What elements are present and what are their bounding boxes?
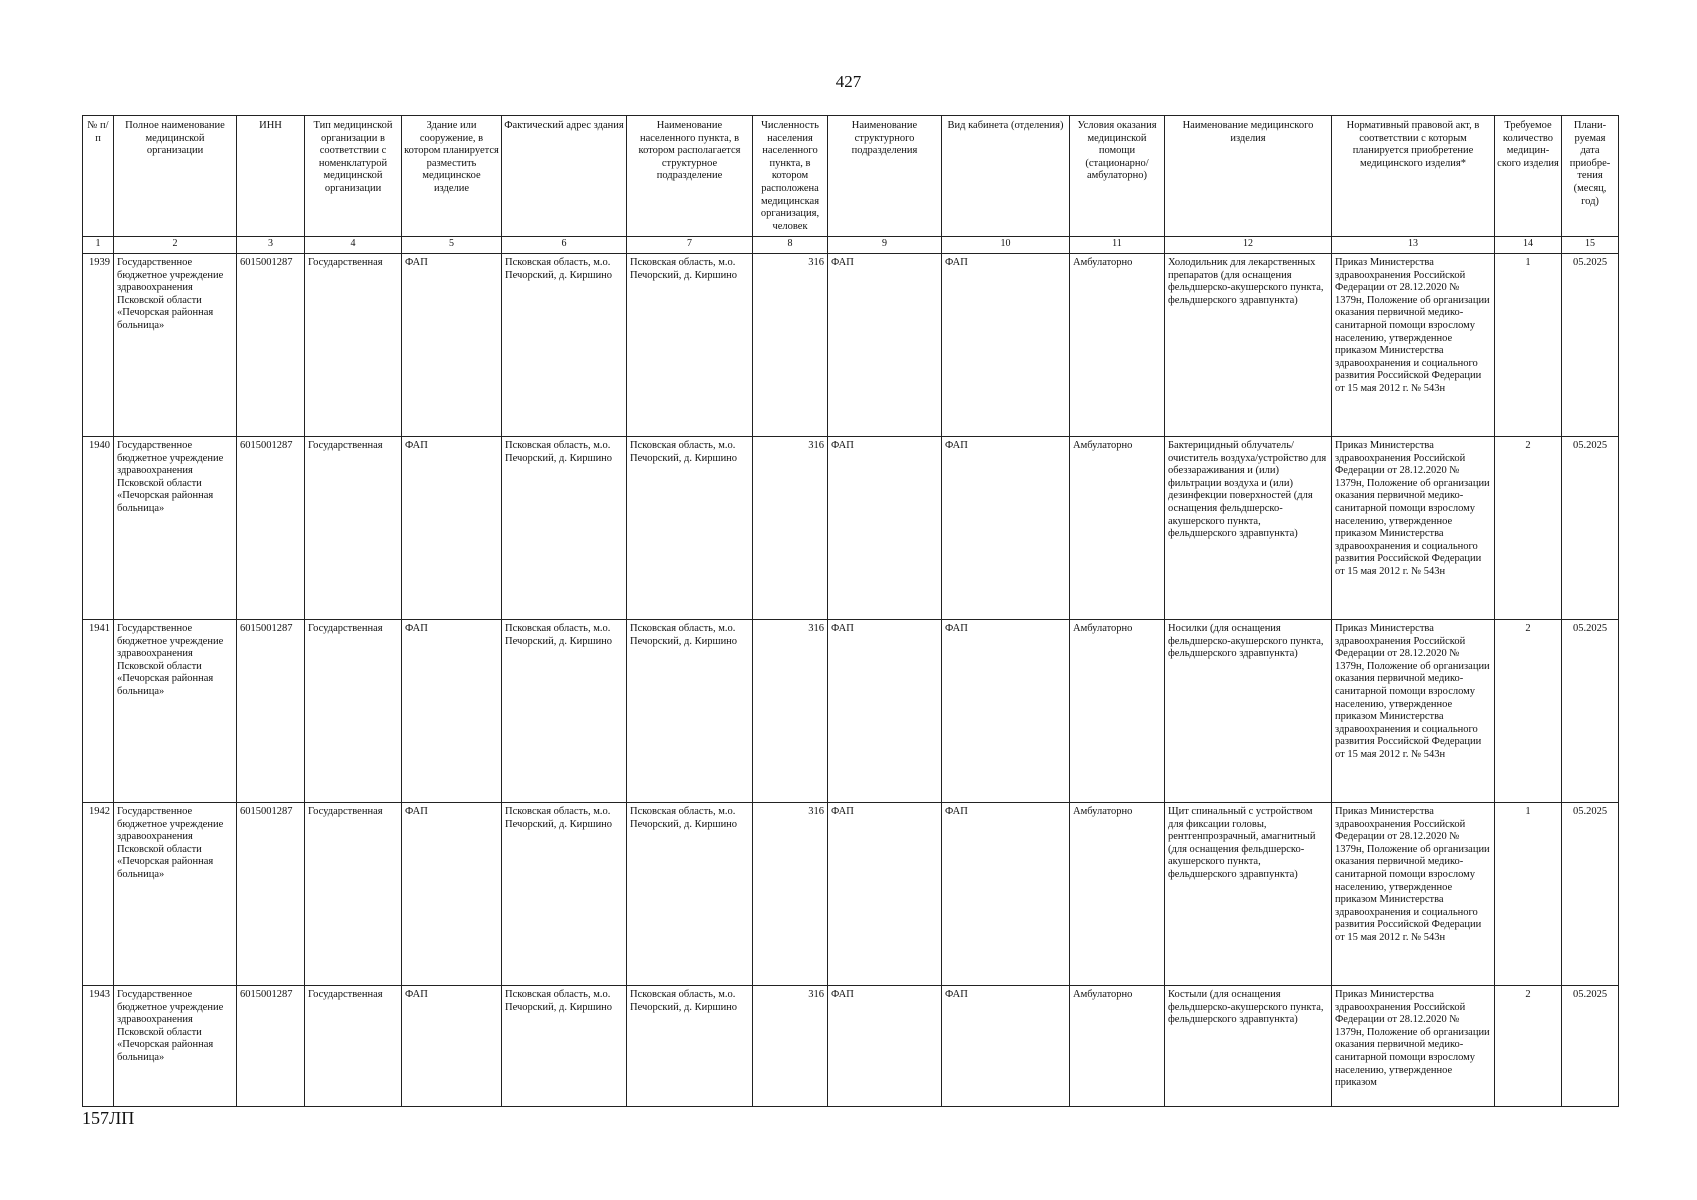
column-number: 5	[402, 237, 502, 254]
table-row	[83, 620, 1619, 803]
unit-cell: ФАП	[828, 986, 942, 1107]
inn-cell: 6015001287	[237, 437, 305, 620]
column-number: 7	[627, 237, 753, 254]
column-number: 8	[753, 237, 828, 254]
inn-cell: 6015001287	[237, 620, 305, 803]
cabinet-cell: ФАП	[942, 437, 1070, 620]
table-row	[83, 254, 1619, 437]
building-cell: ФАП	[402, 254, 502, 437]
conditions-cell: Амбулаторно	[1070, 254, 1165, 437]
address-cell: Псковская область, м.о. Печорский, д. Киршино	[502, 803, 627, 986]
unit-cell: ФАП	[828, 803, 942, 986]
inn-cell: 6015001287	[237, 803, 305, 986]
org-type-cell: Государственная	[305, 803, 402, 986]
population-cell: 316	[753, 437, 828, 620]
table-row	[83, 986, 1619, 1107]
address-cell: Псковская область, м.о. Печорский, д. Киршино	[502, 254, 627, 437]
header-cell: № п/п	[83, 116, 114, 237]
date-cell: 05.2025	[1562, 986, 1619, 1107]
column-number: 9	[828, 237, 942, 254]
unit-cell: ФАП	[828, 620, 942, 803]
row-number: 1943	[83, 986, 114, 1107]
organization-name: Государственное бюджетное учреждение здравоохранения Псковской области «Печорская районная больница»	[114, 620, 237, 803]
table-row	[83, 437, 1619, 620]
header-row	[83, 116, 1619, 237]
header-cell: ИНН	[237, 116, 305, 237]
address-cell: Псковская область, м.о. Печорский, д. Киршино	[502, 620, 627, 803]
table-row	[83, 803, 1619, 986]
inn-cell: 6015001287	[237, 986, 305, 1107]
population-cell: 316	[753, 803, 828, 986]
column-number: 14	[1495, 237, 1562, 254]
device-cell: Холодильник для лекарственных препаратов (для оснащения фельдшерско-акушерского пункта, фельдшерского здравпункта)	[1165, 254, 1332, 437]
address-cell: Псковская область, м.о. Печорский, д. Киршино	[502, 437, 627, 620]
header-cell: Здание или сооружение, в котором планируется разместить медицинское изделие	[402, 116, 502, 237]
header-cell: Плани-руемая дата приобре-тения (месяц, год)	[1562, 116, 1619, 237]
organization-name: Государственное бюджетное учреждение здравоохранения Псковской области «Печорская районная больница»	[114, 986, 237, 1107]
row-number: 1940	[83, 437, 114, 620]
cabinet-cell: ФАП	[942, 803, 1070, 986]
header-cell: Наименование структурного подразделения	[828, 116, 942, 237]
column-number: 4	[305, 237, 402, 254]
equipment-table	[82, 115, 1619, 1107]
organization-name: Государственное бюджетное учреждение здравоохранения Псковской области «Печорская районная больница»	[114, 254, 237, 437]
quantity-cell: 2	[1495, 437, 1562, 620]
header-cell: Условия оказания медицинской помощи (стационарно/ амбулаторно)	[1070, 116, 1165, 237]
population-cell: 316	[753, 986, 828, 1107]
column-number: 15	[1562, 237, 1619, 254]
date-cell: 05.2025	[1562, 437, 1619, 620]
column-number: 3	[237, 237, 305, 254]
device-cell: Костыли (для оснащения фельдшерско-акушерского пункта, фельдшерского здравпункта)	[1165, 986, 1332, 1107]
cabinet-cell: ФАП	[942, 986, 1070, 1107]
page-number: 427	[835, 72, 862, 91]
column-number-row	[83, 237, 1619, 254]
column-number: 12	[1165, 237, 1332, 254]
conditions-cell: Амбулаторно	[1070, 803, 1165, 986]
org-type-cell: Государственная	[305, 986, 402, 1107]
quantity-cell: 1	[1495, 254, 1562, 437]
date-cell: 05.2025	[1562, 803, 1619, 986]
legal-act-cell: Приказ Министерства здравоохранения Российской Федерации от 28.12.2020 № 1379н, Положение об организации оказания первичной медико-санитарной помощи взрослому населению, утвержденное приказом Министерства здравоохранения и социального развития Российской Федерации от 15 мая 2012 г. № 543н	[1332, 620, 1495, 803]
legal-act-cell: Приказ Министерства здравоохранения Российской Федерации от 28.12.2020 № 1379н, Положение об организации оказания первичной медико-санитарной помощи взрослому населению, утвержденное приказом Министерства здравоохранения и социального развития Российской Федерации от 15 мая 2012 г. № 543н	[1332, 803, 1495, 986]
org-type-cell: Государственная	[305, 254, 402, 437]
address-cell: Псковская область, м.о. Печорский, д. Киршино	[502, 986, 627, 1107]
quantity-cell: 2	[1495, 986, 1562, 1107]
conditions-cell: Амбулаторно	[1070, 437, 1165, 620]
legal-act-cell: Приказ Министерства здравоохранения Российской Федерации от 28.12.2020 № 1379н, Положение об организации оказания первичной медико-санитарной помощи взрослому населению, утвержденное приказом Министерства здравоохранения и социального развития Российской Федерации от 15 мая 2012 г. № 543н	[1332, 437, 1495, 620]
building-cell: ФАП	[402, 803, 502, 986]
population-cell: 316	[753, 254, 828, 437]
inn-cell: 6015001287	[237, 254, 305, 437]
legal-act-cell: Приказ Министерства здравоохранения Российской Федерации от 28.12.2020 № 1379н, Положение об организации оказания первичной медико-санитарной помощи взрослому населению, утвержденное приказом	[1332, 986, 1495, 1107]
row-number: 1941	[83, 620, 114, 803]
column-number: 10	[942, 237, 1070, 254]
locality-cell: Псковская область, м.о. Печорский, д. Киршино	[627, 620, 753, 803]
cabinet-cell: ФАП	[942, 254, 1070, 437]
header-cell: Нормативный правовой акт, в соответствии с которым планируется приобретение медицинского изделия*	[1332, 116, 1495, 237]
quantity-cell: 2	[1495, 620, 1562, 803]
column-number: 2	[114, 237, 237, 254]
org-type-cell: Государственная	[305, 620, 402, 803]
cabinet-cell: ФАП	[942, 620, 1070, 803]
locality-cell: Псковская область, м.о. Печорский, д. Киршино	[627, 986, 753, 1107]
header-cell: Численность населения населенного пункта, в котором расположена медицинская организация, человек	[753, 116, 828, 237]
column-number: 1	[83, 237, 114, 254]
device-cell: Щит спинальный с устройством для фиксации головы, рентгенпрозрачный, амагнитный (для оснащения фельдшерско-акушерского пункта, фельдшерского здравпункта)	[1165, 803, 1332, 986]
building-cell: ФАП	[402, 986, 502, 1107]
unit-cell: ФАП	[828, 437, 942, 620]
column-number: 11	[1070, 237, 1165, 254]
population-cell: 316	[753, 620, 828, 803]
header-cell: Вид кабинета (отделения)	[942, 116, 1070, 237]
building-cell: ФАП	[402, 620, 502, 803]
conditions-cell: Амбулаторно	[1070, 620, 1165, 803]
column-number: 13	[1332, 237, 1495, 254]
row-number: 1942	[83, 803, 114, 986]
organization-name: Государственное бюджетное учреждение здравоохранения Псковской области «Печорская районная больница»	[114, 437, 237, 620]
date-cell: 05.2025	[1562, 620, 1619, 803]
header-cell: Требуемое количество медицин-ского изделия	[1495, 116, 1562, 237]
unit-cell: ФАП	[828, 254, 942, 437]
header-cell: Тип медицинской организации в соответствии с номенклатурой медицинской организации	[305, 116, 402, 237]
column-number: 6	[502, 237, 627, 254]
locality-cell: Псковская область, м.о. Печорский, д. Киршино	[627, 254, 753, 437]
conditions-cell: Амбулаторно	[1070, 986, 1165, 1107]
header-cell: Полное наименование медицинской организации	[114, 116, 237, 237]
org-type-cell: Государственная	[305, 437, 402, 620]
header-cell: Фактический адрес здания	[502, 116, 627, 237]
header-cell: Наименование населенного пункта, в котором располагается структурное подразделение	[627, 116, 753, 237]
locality-cell: Псковская область, м.о. Печорский, д. Киршино	[627, 437, 753, 620]
header-cell: Наименование медицинского изделия	[1165, 116, 1332, 237]
legal-act-cell: Приказ Министерства здравоохранения Российской Федерации от 28.12.2020 № 1379н, Положение об организации оказания первичной медико-санитарной помощи взрослому населению, утвержденное приказом Министерства здравоохранения и социального развития Российской Федерации от 15 мая 2012 г. № 543н	[1332, 254, 1495, 437]
building-cell: ФАП	[402, 437, 502, 620]
device-cell: Носилки (для оснащения фельдшерско-акушерского пункта, фельдшерского здравпункта)	[1165, 620, 1332, 803]
row-number: 1939	[83, 254, 114, 437]
quantity-cell: 1	[1495, 803, 1562, 986]
device-cell: Бактерицидный облучатель/очиститель воздуха/устройство для обеззараживания и (или) фильтрации воздуха и (или) дезинфекции поверхностей (для оснащения фельдшерско-акушерского пункта, фельдшерского здравпункта)	[1165, 437, 1332, 620]
organization-name: Государственное бюджетное учреждение здравоохранения Псковской области «Печорская районная больница»	[114, 803, 237, 986]
date-cell: 05.2025	[1562, 254, 1619, 437]
locality-cell: Псковская область, м.о. Печорский, д. Киршино	[627, 803, 753, 986]
footer-code: 157ЛП	[82, 1108, 135, 1128]
